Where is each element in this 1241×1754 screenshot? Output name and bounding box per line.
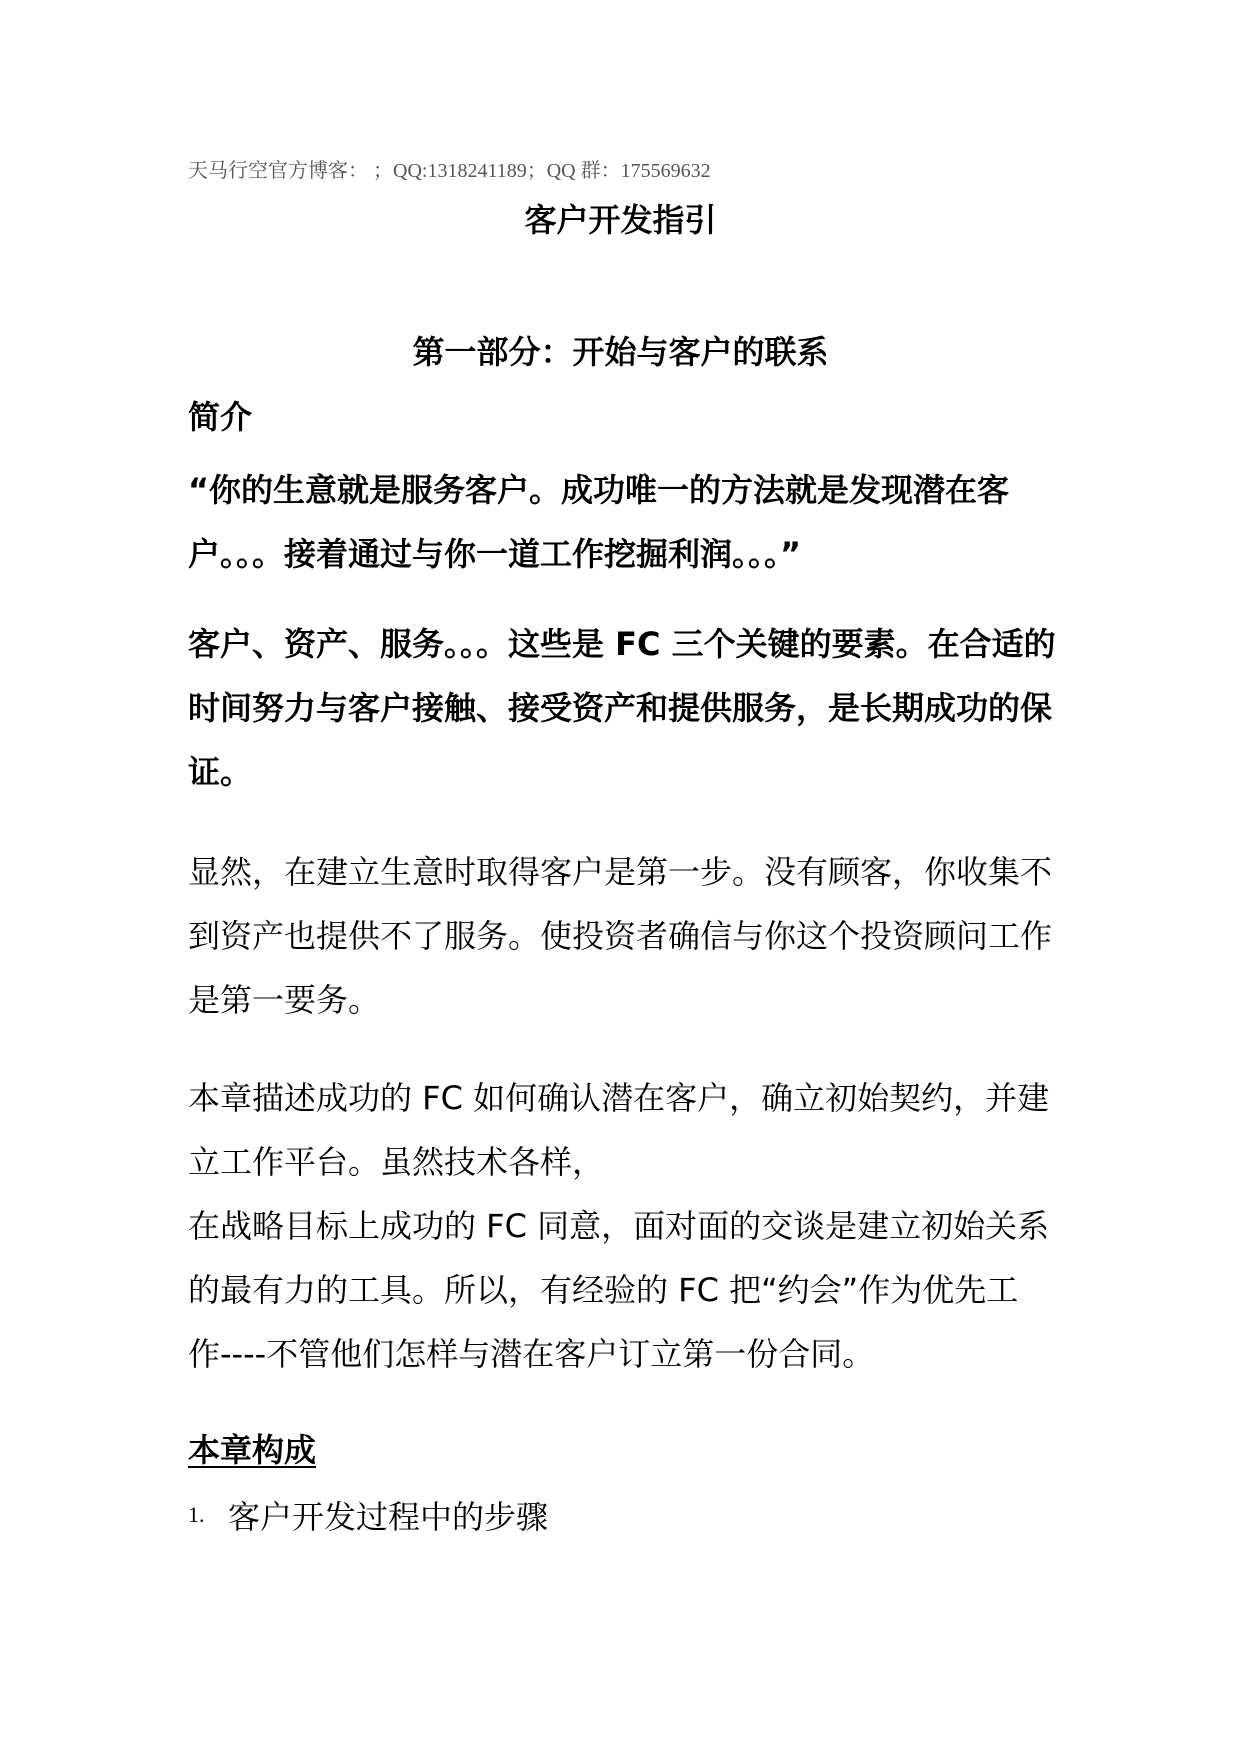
body-paragraph-2-part-b: 在战略目标上成功的 FC 同意，面对面的交谈是建立初始关系的最有力的工具。所以，有经验的 FC 把“约会”作为优先工作----不管他们怎样与潜在客户订立第一份合同。: [188, 1207, 1050, 1373]
list-item: [188, 1492, 548, 1538]
chapter-contents-heading: [188, 1428, 1058, 1472]
page-header: 天马行空官方博客： ；QQ:1318241189；QQ 群：175569632: [188, 160, 711, 182]
body-paragraph-2: [188, 1066, 1058, 1386]
list-item-text: 客户开发过程中的步骤: [228, 1498, 549, 1536]
list-item-number: 1.: [188, 1502, 205, 1527]
intro-heading: 简介: [188, 398, 253, 436]
intro-quote: “你的生意就是服务客户。成功唯一的方法就是发现潜在客户。。。接着通过与你一道工作挖掘利润。。。”: [188, 471, 1010, 573]
body-paragraph-2-part-a: 本章描述成功的 FC 如何确认潜在客户，确立初始契约，并建立工作平台。虽然技术各样，: [188, 1079, 1050, 1181]
key-elements-paragraph: 客户、资产、服务。。。这些是 FC 三个关键的要素。在合适的时间努力与客户接触、接受资产和提供服务，是长期成功的保证。: [188, 625, 1056, 791]
document-title: 客户开发指引: [524, 201, 717, 239]
body-paragraph-1: 显然，在建立生意时取得客户是第一步。没有顾客，你收集不到资产也提供不了服务。使投资者确信与你这个投资顾问工作是第一要务。: [188, 853, 1053, 1019]
part-title: 第一部分：开始与客户的联系: [412, 333, 829, 371]
chapter-contents-heading-text: 本章构成: [188, 1431, 317, 1469]
